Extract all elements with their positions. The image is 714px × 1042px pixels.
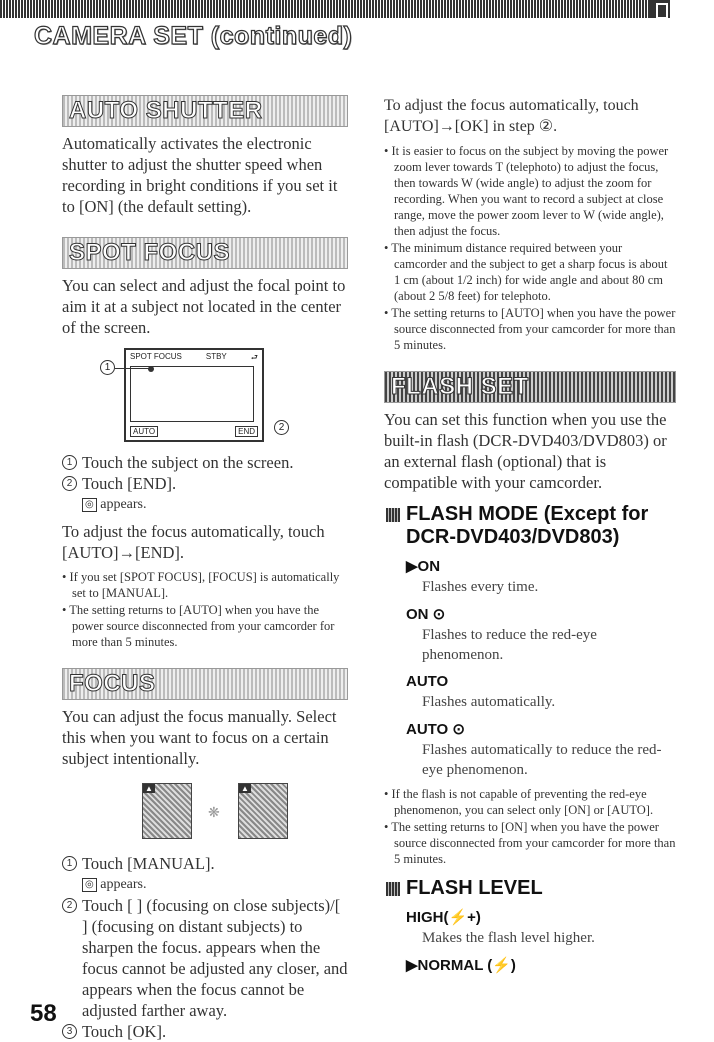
callout-2: 2 <box>274 420 289 435</box>
flash-option-auto-redeye-desc: Flashes automatically to reduce the red-eye phenomenon. <box>422 742 662 778</box>
spot-focus-icon: ◎ <box>82 498 97 512</box>
lcd-end-button: END <box>235 426 258 437</box>
flash-level-heading: FLASH LEVEL <box>384 877 676 900</box>
spot-step-2: 2 Touch [END]. <box>62 473 348 494</box>
spot-focus-text: You can select and adjust the focal point to aim it at a subject not located in the center of the screen. <box>62 276 346 337</box>
spot-step-1: 1 Touch the subject on the screen. <box>62 452 348 473</box>
flash-set-heading: FLASH SET <box>384 371 676 403</box>
focus-photos <box>142 783 348 863</box>
focus-text: You can adjust the focus manually. Select this when you want to focus on a certain subject intentionally. <box>62 707 337 768</box>
flash-option-on-redeye: ON ⊙ <box>406 606 446 623</box>
flash-mode-notes: • If the flash is not capable of preventing the red-eye phenomenon, you can select only [ON] or [AUTO]. • The setting returns to [ON] when you have the power source disconnected from your camcorder for more than 5 minutes. <box>384 786 676 867</box>
page-number: 58 <box>30 1000 57 1027</box>
flash-option-on-desc: Flashes every time. <box>422 579 539 595</box>
photo-far-focus: ▲ <box>238 783 288 839</box>
return-icon: ⮐ <box>250 353 258 362</box>
photo-near-focus: ▲ <box>142 783 192 839</box>
top-decor-bar <box>0 0 670 18</box>
callout-line <box>115 368 149 369</box>
lcd-label-stby: STBY <box>205 352 227 361</box>
flash-level-high-desc: Makes the flash level higher. <box>422 930 595 946</box>
callout-1: 1 <box>100 360 115 375</box>
flash-mode-heading: FLASH MODE (Except for DCR-DVD403/DVD803) <box>384 503 676 549</box>
right-column <box>384 95 676 976</box>
flash-set-text: You can set this function when you use the built-in flash (DCR-DVD403/DVD803) or an external flash (optional) that is compatible with your camcorder. <box>384 410 667 492</box>
focus-step-1: 1 Touch [MANUAL]. <box>62 853 348 874</box>
flash-option-auto-redeye: AUTO ⊙ <box>406 721 465 738</box>
flash-level-high: HIGH(⚡+) <box>406 909 481 926</box>
focus-step-1-sub: ◎ appears. <box>62 874 348 895</box>
left-column <box>62 95 348 1042</box>
auto-shutter-heading: AUTO SHUTTER <box>62 95 348 127</box>
lcd-frame <box>124 348 264 442</box>
focus-notes: • It is easier to focus on the subject by moving the power zoom lever towards T (telephoto) to adjust the focus, then towards W (wide angle) to adjust the zoom for recording. When you want to record a subject at close range, move the power zoom lever to W (wide angle), then adjust the focus. • The minimum distance required between your camcorder and the subject to get a sharp focus is about 1 cm (about 1/2 inch) for wide angle and about 80 cm (about 2 5/8 feet) for telephoto. • The setting returns to [AUTO] when you have the power source disconnected from your camcorder for more than 5 minutes. <box>384 143 676 353</box>
focus-step-2: 2 Touch [ ] (focusing on close subjects)/[ ] (focusing on distant subjects) to sharpen the focus. appears when the focus cannot be adjusted any closer, and appears when the focus cannot be adjusted farther away. <box>62 895 348 1021</box>
spot-focus-screen-illustration <box>84 348 284 442</box>
flash-option-on-redeye-desc: Flashes to reduce the red-eye phenomenon. <box>422 627 597 663</box>
spot-step-2-sub: ◎ appears. <box>62 494 348 515</box>
focus-point-icon <box>148 366 154 372</box>
flash-option-auto: AUTO <box>406 673 449 690</box>
lcd-viewfinder <box>130 366 254 422</box>
lcd-auto-button: AUTO <box>130 426 158 437</box>
spot-focus-after: To adjust the focus automatically, touch [AUTO]→[END]. <box>62 522 325 562</box>
auto-shutter-text: Automatically activates the electronic shutter to adjust the shutter speed when recording in bright conditions if you set it to [ON] (the default setting). <box>62 134 338 216</box>
flash-option-on: ▶ON <box>406 558 441 575</box>
focus-heading: FOCUS <box>62 668 348 700</box>
flash-option-auto-desc: Flashes automatically. <box>422 694 556 710</box>
top-bar-end-marker <box>650 0 670 18</box>
flash-level-normal: ▶NORMAL (⚡) <box>406 957 516 974</box>
focus-step-3: 3 Touch [OK]. <box>62 1021 348 1042</box>
spot-focus-heading: SPOT FOCUS <box>62 237 348 269</box>
lcd-label-spot-focus: SPOT FOCUS <box>130 352 182 361</box>
focus-after: To adjust the focus automatically, touch [AUTO]→[OK] in step ②. <box>384 97 639 135</box>
running-head: CAMERA SET (continued) <box>34 22 353 50</box>
spot-focus-notes: • If you set [SPOT FOCUS], [FOCUS] is automatically set to [MANUAL]. • The setting returns to [AUTO] when you have the power source disconnected from your camcorder for more than 5 minutes. <box>62 569 348 650</box>
manual-focus-icon: ◎ <box>82 878 97 892</box>
arrow-icon: ❋ <box>208 806 220 821</box>
